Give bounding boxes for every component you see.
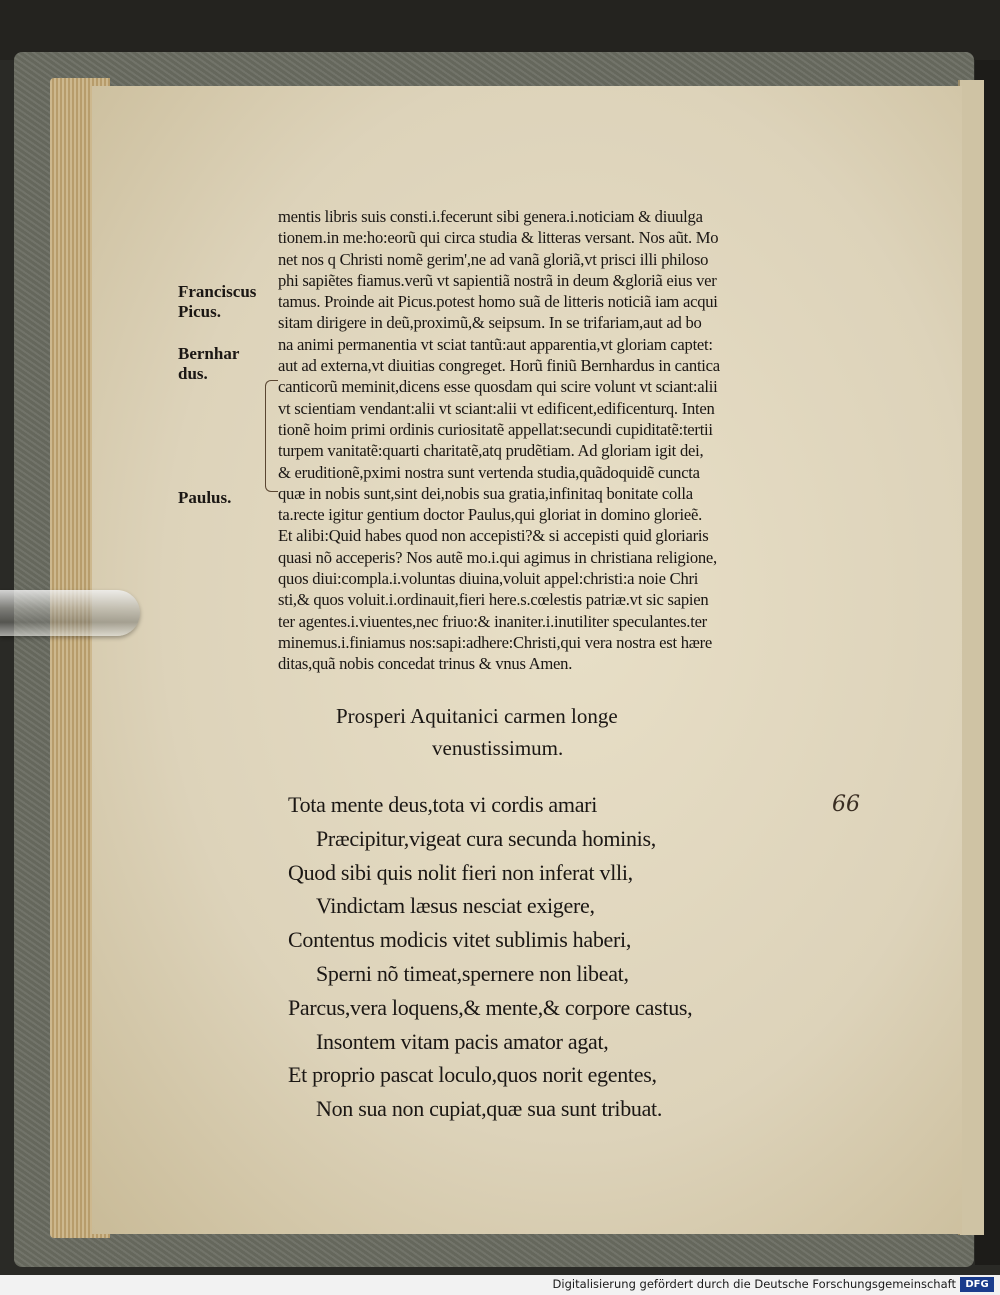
text-line: vt scientiam vendant:alii vt sciant:alii vt edificent,edificenturq. Inten [278, 398, 715, 418]
background-top [0, 0, 1000, 60]
margin-note-franciscus-picus: Franciscus Picus. [178, 282, 257, 321]
poem-verse: Quod sibi quis nolit fieri non inferat vlli, [288, 859, 633, 885]
poem-verses [288, 788, 888, 1126]
poem-verse: Non sua non cupiat,quæ sua sunt tribuat. [316, 1096, 663, 1122]
text-line: phi sapiẽtes fiamus.verũ vt sapientiã nostrã in deum &gloriã eius ver [278, 270, 717, 290]
text-line: ta.recte igitur gentium doctor Paulus,qui gloriat in domino glorieẽ. [278, 505, 703, 525]
glass-page-holder [0, 590, 140, 636]
poem-title-line-1: Prosperi Aquitanici carmen longe [336, 704, 618, 728]
text-line: & eruditionẽ,pximi nostra sunt vertenda studia,quãdoquidẽ cuncta [278, 462, 700, 482]
poem-title-line-2: venustissimum. [432, 736, 564, 760]
text-line: tionem.in me:ho:eorũ qui circa studia & litteras versant. Nos aũt. Mo [278, 228, 719, 248]
margin-note-paulus: Paulus. [178, 488, 232, 507]
handwritten-brace [265, 380, 278, 492]
poem-verse: Vindictam læsus nesciat exigere, [316, 893, 595, 919]
text-line: ter agentes.i.viuentes,nec friuo:& inaniter.i.inutiliter speculantes.ter [278, 611, 707, 631]
text-line: canticorũ meminit,dicens esse quosdam qui scire volunt vt sciant:alii [278, 377, 718, 397]
text-line: ditas,quã nobis concedat trinus & vnus Amen. [278, 654, 573, 674]
text-line: sitam dirigere in deũ,proximũ,& seipsum. In se trifariam,aut ad bo [278, 313, 702, 333]
margin-note-bernhardus: Bernhar dus. [178, 344, 240, 383]
text-line: turpem vanitatẽ:quarti charitatẽ,atq prudẽtiam. Ad gloriam igit dei, [278, 441, 704, 461]
poem-title [336, 700, 836, 764]
poem-verse: Contentus modicis vitet sublimis haberi, [288, 927, 632, 953]
dfg-logo-icon: DFG [960, 1277, 994, 1292]
text-line: aut ad externa,vt diuitias congreget. Horũ finiũ Bernhardus in cantica [278, 356, 720, 376]
poem-verse: Parcus,vera loquens,& mente,& corpore castus, [288, 994, 693, 1020]
text-line: tionẽ hoim primi ordinis curiositatẽ appellat:secundi cupiditatẽ:tertii [278, 419, 713, 439]
text-line: mentis libris suis consti.i.fecerunt sibi genera.i.noticiam & diuulga [278, 207, 703, 226]
text-line: quos diui:compla.i.voluntas diuina,voluit appel:christi:a noie Chri [278, 569, 699, 589]
text-line: minemus.i.finiamus nos:sapi:adhere:Christi,qui vera nostra est hære [278, 632, 712, 652]
text-line: sti,& quos voluit.i.ordinauit,fieri here.s.cœlestis patriæ.vt sic sapien [278, 590, 709, 610]
poem-verse: Sperni nõ timeat,spernere non libeat, [316, 960, 629, 986]
poem-verse: Et proprio pascat loculo,quos norit egentes, [288, 1062, 657, 1088]
text-line: tamus. Proinde ait Picus.potest homo suã de litteris noticiã iam acqui [278, 292, 718, 312]
poem-verse: Tota mente deus,tota vi cordis amari [288, 792, 598, 817]
handwritten-folio-number: 66 [832, 792, 860, 817]
digitization-footer [0, 1275, 1000, 1295]
text-line: quasi nõ acceperis? Nos autẽ mo.i.qui agimus in christiana religione, [278, 547, 717, 567]
footer-credit-text: Digitalisierung gefördert durch die Deutsche Forschungsgemeinschaft [552, 1277, 956, 1291]
text-line: net nos q Christi nomẽ gerim',ne ad vanã gloriã,vt prisci illi philoso [278, 249, 709, 269]
commentary-text-block [278, 206, 878, 675]
text-line: na animi permanentia vt sciat tantũ:aut apparentia,vt gloriam captet: [278, 334, 713, 354]
poem-verse: Præcipitur,vigeat cura secunda hominis, [316, 825, 656, 851]
text-line: Et alibi:Quid habes quod non accepisti?& si accepisti quid gloriaris [278, 526, 709, 546]
text-line: quæ in nobis sunt,sint dei,nobis sua gratia,infinitaq bonitate colla [278, 483, 693, 503]
poem-verse: Insontem vitam pacis amator agat, [316, 1028, 609, 1054]
